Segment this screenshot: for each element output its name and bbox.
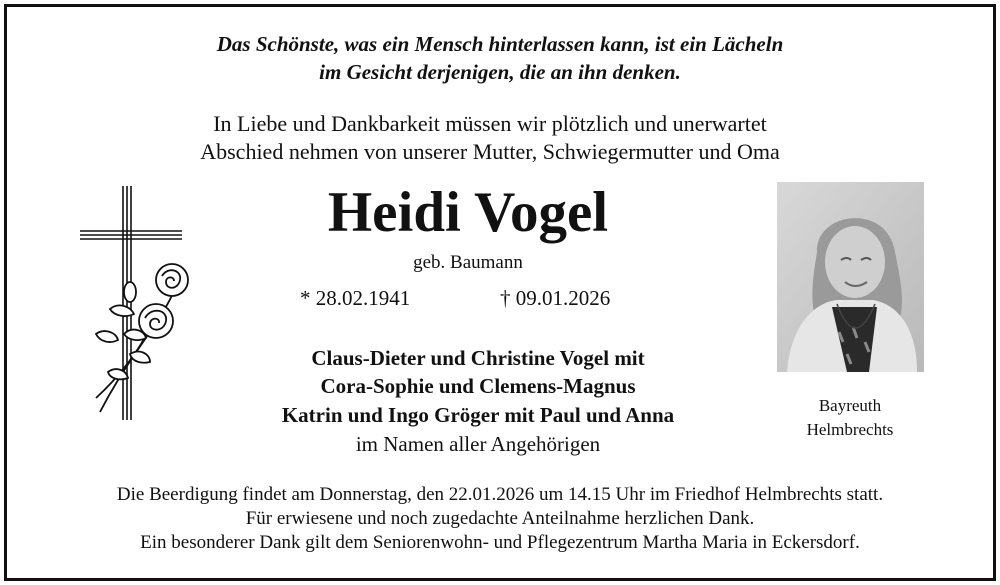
places-block — [770, 394, 930, 442]
cross-with-roses-icon — [70, 184, 200, 424]
footer-line-2: Für erwiesene und noch zugedachte Anteilnahme herzlichen Dank. — [245, 508, 755, 529]
footer-line-3: Ein besonderer Dank gilt dem Seniorenwohn- und Pflegezentrum Martha Maria in Eckersdorf. — [140, 532, 860, 553]
place-2: Helmbrechts — [806, 420, 894, 439]
family-line-2: Cora-Sophie und Clemens-Magnus — [320, 374, 636, 398]
intro-block — [0, 110, 980, 166]
footer-line-1: Die Beerdigung findet am Donnerstag, den 22.01.2026 um 14.15 Uhr im Friedhof Helmbrechts statt. — [116, 484, 884, 505]
quote-block — [0, 30, 1000, 86]
birth-date: * 28.02.1941 — [300, 286, 411, 310]
intro-line-1: In Liebe und Dankbarkeit müssen wir plötzlich und unerwartet — [213, 111, 767, 136]
intro-line-2: Abschied nehmen von unserer Mutter, Schwiegermutter und Oma — [200, 139, 780, 164]
quote-line-2: im Gesicht derjenigen, die an ihn denken. — [319, 60, 681, 84]
footer-block — [0, 483, 1000, 555]
family-line-3: Katrin und Ingo Gröger mit Paul und Anna — [281, 403, 675, 427]
deceased-name: Heidi Vogel — [327, 181, 609, 244]
born-name: geb. Baumann — [413, 252, 523, 273]
family-line-1: Claus-Dieter und Christine Vogel mit — [311, 346, 645, 370]
place-1: Bayreuth — [818, 396, 882, 415]
portrait-photo — [777, 182, 924, 372]
family-line-4: im Namen aller Angehörigen — [355, 432, 601, 456]
quote-line-1: Das Schönste, was ein Mensch hinterlassen kann, ist ein Lächeln — [216, 32, 784, 56]
death-date: † 09.01.2026 — [500, 286, 611, 310]
